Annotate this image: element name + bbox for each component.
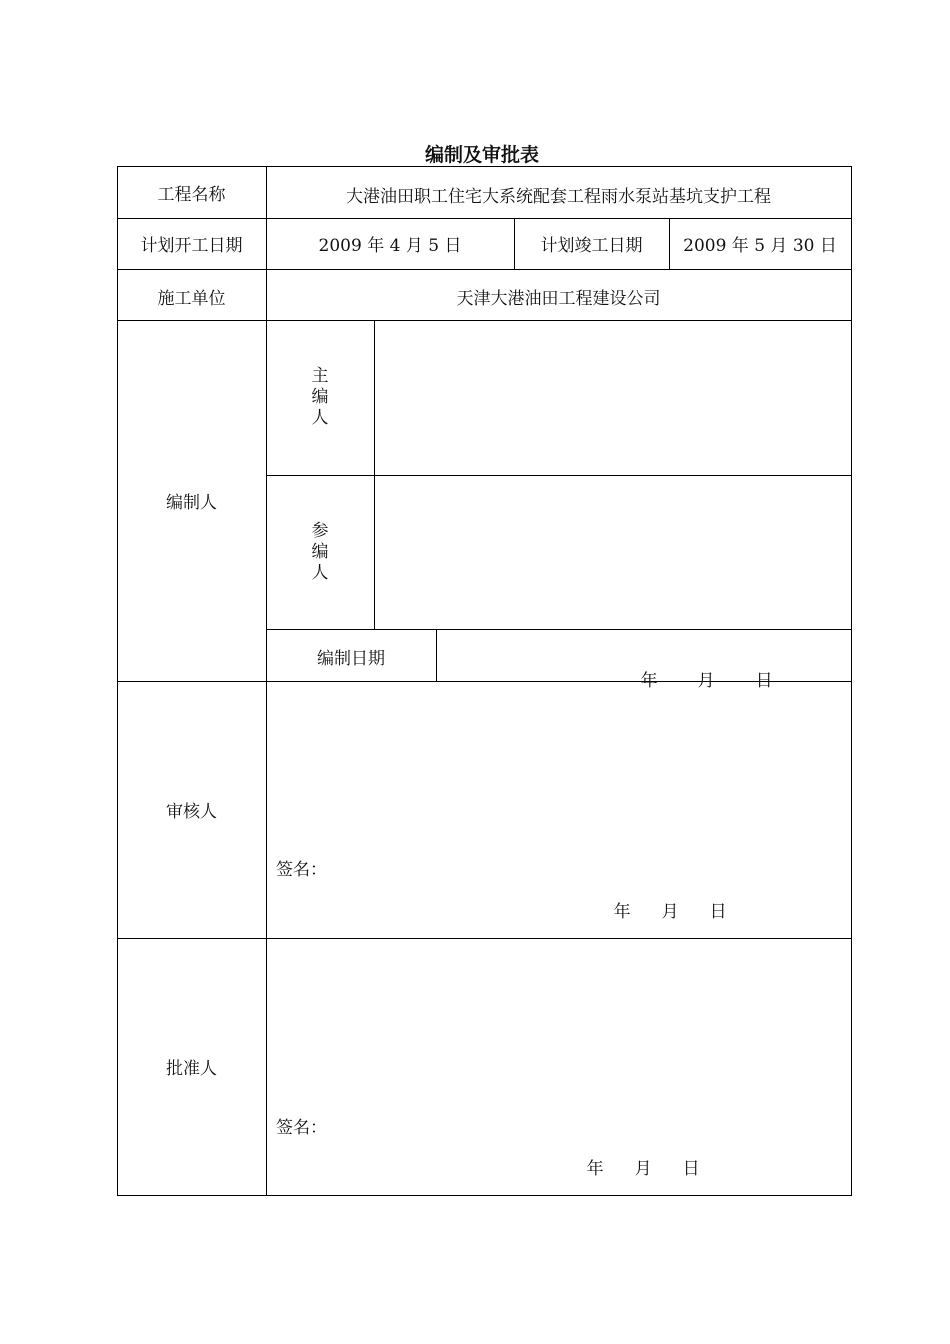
table-border-bottom: [117, 1195, 852, 1196]
co-editor-label: [266, 475, 374, 629]
date-year: 年: [640, 671, 658, 691]
date-day: 日: [709, 902, 727, 922]
table-border-right: [851, 166, 852, 1196]
approver-date: [565, 1134, 700, 1199]
reviewer-signature-label: 签名：: [276, 860, 327, 880]
compile-date-value: [619, 646, 773, 711]
co-editor-char: 参: [311, 520, 329, 541]
reviewer-date: [592, 877, 727, 942]
co-editor-char: 人: [311, 562, 329, 583]
contractor-label: 施工单位: [157, 288, 226, 309]
planned-start-value: 2009 年 4 月 5 日: [318, 236, 462, 256]
co-editor-value: [375, 476, 851, 629]
project-name-label: 工程名称: [157, 184, 226, 205]
approver-label: 批准人: [166, 1059, 217, 1079]
reviewer-label: 审核人: [166, 802, 217, 822]
date-month: 月: [634, 1159, 652, 1179]
date-day: 日: [682, 1159, 700, 1179]
compile-date-label: 编制日期: [317, 648, 385, 669]
planned-end-value: 2009 年 5 月 30 日: [683, 236, 837, 256]
date-month: 月: [697, 671, 715, 691]
planned-start-label: 计划开工日期: [140, 236, 243, 256]
date-month: 月: [661, 902, 679, 922]
date-day: 日: [755, 671, 773, 691]
chief-editor-value: [375, 321, 851, 475]
chief-editor-char: 主: [311, 366, 329, 386]
approver-signature-label: 签名：: [276, 1118, 327, 1138]
form-title: 编制及审批表: [424, 144, 539, 166]
compiler-label: 编制人: [166, 493, 217, 513]
co-editor-char: 编: [311, 541, 329, 562]
chief-editor-char: 编: [311, 387, 329, 407]
project-name-value: 大港油田职工住宅大系统配套工程雨水泵站基坑支护工程: [346, 186, 771, 207]
chief-editor-char: 人: [311, 408, 329, 428]
date-year: 年: [586, 1159, 604, 1179]
contractor-value: 天津大港油田工程建设公司: [456, 288, 661, 309]
column-divider: [436, 629, 437, 682]
chief-editor-label: [266, 320, 374, 475]
planned-end-label: 计划竣工日期: [540, 236, 643, 256]
date-year: 年: [613, 902, 631, 922]
